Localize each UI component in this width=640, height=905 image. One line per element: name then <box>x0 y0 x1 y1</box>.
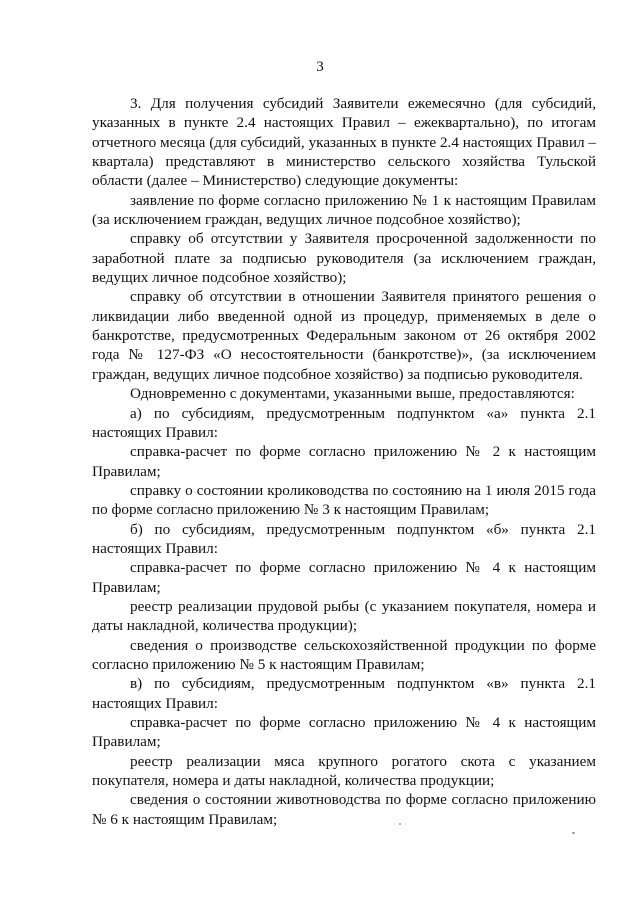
paragraph-16: сведения о состоянии животноводства по форме согласно приложению № 6 к настоящим Правилам; <box>92 791 596 828</box>
scan-speck <box>572 832 575 834</box>
paragraph-9: б) по субсидиям, предусмотренным подпунктом «б» пункта 2.1 настоящих Правил: <box>92 520 596 557</box>
paragraph-10: справка-расчет по форме согласно приложению № 4 к настоящим Правилам; <box>92 559 596 596</box>
paragraph-5: Одновременно с документами, указанными выше, предоставляются: <box>130 385 575 403</box>
scan-speck <box>399 823 401 825</box>
paragraph-1: 3. Для получения субсидий Заявители ежемесячно (для субсидий, указанных в пункте 2.4 настоящих Правил – ежеквартально), по итогам отчетного месяца (для субсидий, указанных в пункте 2.4 настоящих Правил – квартала) представляют в министерство сельского хозяйства Тульской области (далее – Министерство) следующие документы: <box>92 95 596 190</box>
paragraph-3: справку об отсутствии у Заявителя просроченной задолженности по заработной плате за подписью руководителя (за исключением граждан, ведущих личное подсобное хозяйство); <box>92 230 596 287</box>
document-body <box>92 94 596 829</box>
paragraph-13: в) по субсидиям, предусмотренным подпунктом «в» пункта 2.1 настоящих Правил: <box>92 675 596 712</box>
paragraph-4: справку об отсутствии в отношении Заявителя принятого решения о ликвидации либо введенной одной из процедур, применяемых в деле о банкротстве, предусмотренных Федеральным законом от 26 октября 2002 года № 127-ФЗ «О несостоятельности (банкротстве)», (за исключением граждан, ведущих личное подсобное хозяйство) за подписью руководителя. <box>92 288 596 383</box>
paragraph-8: справку о состоянии кролиководства по состоянию на 1 июля 2015 года по форме согласно приложению № 3 к настоящим Правилам; <box>92 481 596 519</box>
page-number: 3 <box>316 59 324 75</box>
paragraph-7: справка-расчет по форме согласно приложению № 2 к настоящим Правилам; <box>92 443 596 480</box>
paragraph-12: сведения о производстве сельскохозяйственной продукции по форме согласно приложению № 5 к настоящим Правилам; <box>92 636 596 673</box>
paragraph-14: справка-расчет по форме согласно приложению № 4 к настоящим Правилам; <box>92 714 596 751</box>
paragraph-15: реестр реализации мяса крупного рогатого скота с указанием покупателя, номера и даты накладной, количества продукции; <box>92 752 596 790</box>
paragraph-11: реестр реализации прудовой рыбы (с указанием покупателя, номера и даты накладной, количества продукции); <box>92 597 596 635</box>
paragraph-6: а) по субсидиям, предусмотренным подпунктом «а» пункта 2.1 настоящих Правил: <box>92 404 596 441</box>
paragraph-2: заявление по форме согласно приложению № 1 к настоящим Правилам (за исключением граждан, ведущих личное подсобное хозяйство); <box>92 191 596 229</box>
